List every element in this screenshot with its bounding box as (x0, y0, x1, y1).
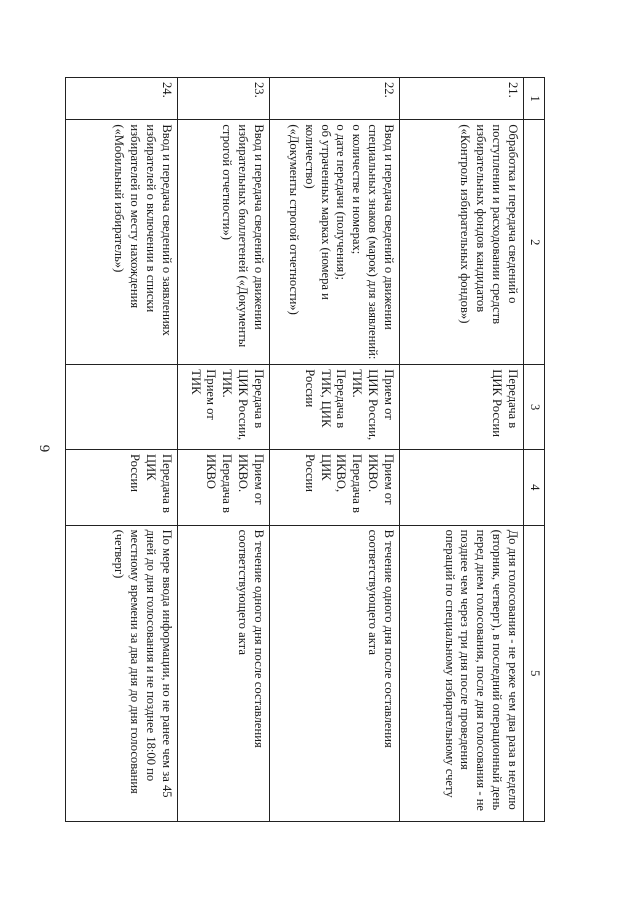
table-row (270, 78, 400, 822)
row-number: 24. (66, 78, 178, 120)
header-col-4: 4 (524, 449, 545, 525)
row-transfer-from: Передача в ЦИК России (400, 365, 524, 450)
header-col-5: 5 (524, 525, 545, 821)
row-transfer-to: Прием от ИКВО. Передача в ИКВО (178, 449, 270, 525)
table-row (178, 78, 270, 822)
row-transfer-from: Прием от ЦИК России, ТИК. Передача в ТИК, ЦИК России (270, 365, 400, 450)
page-number: 6 (37, 444, 54, 453)
table-row (400, 78, 524, 822)
header-col-1: 1 (524, 78, 545, 120)
header-row (524, 78, 545, 822)
row-transfer-to: Передача в ЦИК России (66, 449, 178, 525)
row-deadline: В течение одного дня после составления соответствующего акта (178, 525, 270, 821)
row-task: Ввод и передача сведений о движении специальных знаков (марок) для заявлений: о количестве и номерах; о дате передачи (получения); об утраченных марках (номера и количество) («Документы строгой отчетности») (270, 120, 400, 365)
row-number: 23. (178, 78, 270, 120)
row-deadline: До дня голосования - не реже чем два раза в неделю (вторник, четверг), в последний операционный день перед днем голосования, после дня голосования - не позднее чем через три дня после проведения операций по специальному избирательному счету (400, 525, 524, 821)
header-col-3: 3 (524, 365, 545, 450)
row-transfer-to: Прием от ИКВО. Передача в ИКВО, ЦИК России (270, 449, 400, 525)
schedule-table (65, 77, 545, 822)
row-transfer-from: Передача в ЦИК России, ТИК. Прием от ТИК (178, 365, 270, 450)
row-deadline: В течение одного дня после составления соответствующего акта (270, 525, 400, 821)
row-deadline: По мере ввода информации, но не ранее чем за 45 дней до дня голосования и не позднее 18:00 по местному времени за два дня до дня голосования (четверг) (66, 525, 178, 821)
row-task: Обработка и передача сведений о поступлении и расходовании средств избирательных фондов кандидатов («Контроль избирательных фондов») (400, 120, 524, 365)
row-transfer-to (400, 449, 524, 525)
row-task: Ввод и передача сведений о движении избирательных бюллетеней («Документы строгой отчетности») (178, 120, 270, 365)
header-col-2: 2 (524, 120, 545, 365)
rotated-table-container (65, 77, 545, 822)
row-task: Ввод и передача сведений о заявлениях избирателей о включении в списки избирателей по месту нахождения («Мобильный избиратель») (66, 120, 178, 365)
row-number: 21. (400, 78, 524, 120)
table-row (66, 78, 178, 822)
row-number: 22. (270, 78, 400, 120)
row-transfer-from (66, 365, 178, 450)
